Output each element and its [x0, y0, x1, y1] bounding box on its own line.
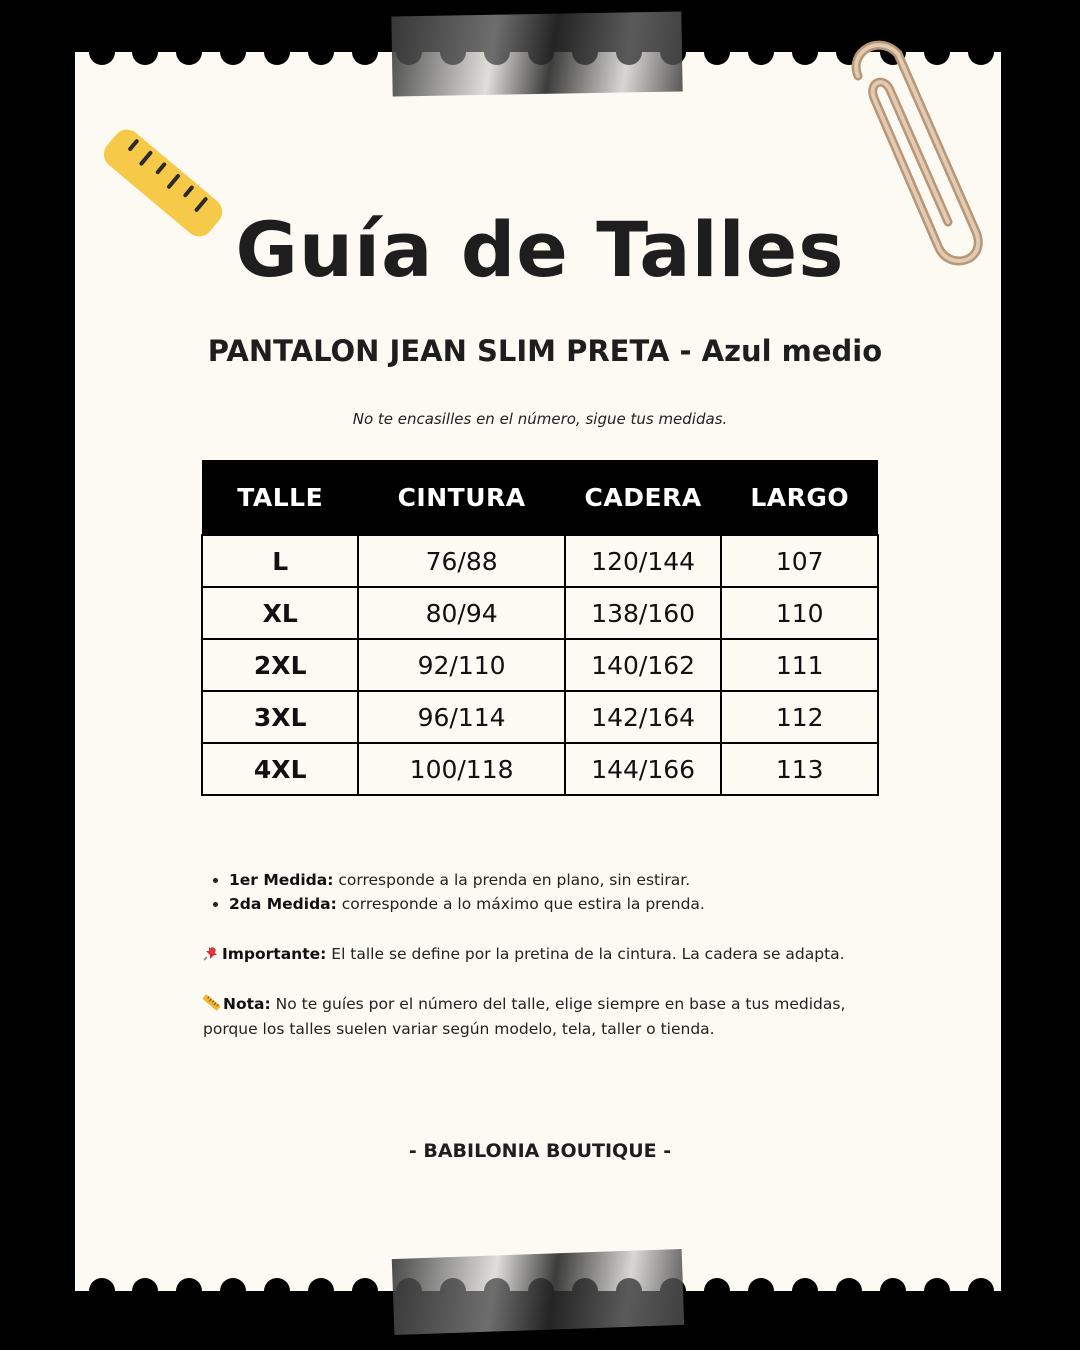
cell-cintura: 76/88 — [358, 535, 564, 587]
cell-largo: 110 — [721, 587, 878, 639]
nota-text: No te guíes por el número del talle, elige siempre en base a tus medidas, porque los talles suelen variar según modelo, tela, taller o tienda. — [203, 995, 846, 1038]
tagline: No te encasilles en el número, sigue tus medidas. — [352, 410, 728, 428]
page-title: Guía de Talles — [235, 205, 845, 294]
table-row — [202, 691, 878, 743]
measurement-notes-list — [203, 868, 903, 916]
table-header-row — [202, 460, 878, 535]
note-label: 2da Medida: — [229, 895, 337, 913]
nota-label: Nota: — [223, 995, 271, 1013]
cell-talle: XL — [202, 587, 358, 639]
note-text: corresponde a lo máximo que estira la prenda. — [336, 895, 705, 913]
table-row — [202, 743, 878, 795]
header-talle: TALLE — [202, 460, 358, 535]
list-item — [229, 892, 903, 916]
tape-strip-bottom — [392, 1249, 684, 1335]
note-label: 1er Medida: — [229, 871, 334, 889]
header-cadera: CADERA — [565, 460, 722, 535]
size-table — [201, 460, 879, 796]
ruler-icon — [203, 994, 220, 1011]
brand-footer: - BABILONIA BOUTIQUE - — [408, 1140, 672, 1162]
notes-section — [203, 868, 903, 1042]
header-cintura: CINTURA — [358, 460, 564, 535]
cell-cintura: 92/110 — [358, 639, 564, 691]
cell-talle: 4XL — [202, 743, 358, 795]
table-row — [202, 639, 878, 691]
cell-cintura: 80/94 — [358, 587, 564, 639]
list-item — [229, 868, 903, 892]
pushpin-icon — [203, 945, 219, 961]
tape-strip-top — [391, 11, 682, 96]
header-largo: LARGO — [721, 460, 878, 535]
important-label: Importante: — [222, 945, 327, 963]
cell-cadera: 142/164 — [565, 691, 722, 743]
note-text: corresponde a la prenda en plano, sin estirar. — [333, 871, 691, 889]
cell-largo: 107 — [721, 535, 878, 587]
nota-note — [203, 992, 903, 1042]
cell-cintura: 96/114 — [358, 691, 564, 743]
cell-talle: 2XL — [202, 639, 358, 691]
cell-cadera: 138/160 — [565, 587, 722, 639]
cell-talle: 3XL — [202, 691, 358, 743]
table-row — [202, 587, 878, 639]
cell-cadera: 120/144 — [565, 535, 722, 587]
cell-cadera: 140/162 — [565, 639, 722, 691]
important-text: El talle se define por la pretina de la cintura. La cadera se adapta. — [326, 945, 845, 963]
table-row — [202, 535, 878, 587]
cell-talle: L — [202, 535, 358, 587]
cell-largo: 112 — [721, 691, 878, 743]
product-name: PANTALON JEAN SLIM PRETA - Azul medio — [207, 334, 883, 368]
cell-largo: 113 — [721, 743, 878, 795]
cell-cintura: 100/118 — [358, 743, 564, 795]
cell-largo: 111 — [721, 639, 878, 691]
cell-cadera: 144/166 — [565, 743, 722, 795]
important-note — [203, 942, 903, 967]
